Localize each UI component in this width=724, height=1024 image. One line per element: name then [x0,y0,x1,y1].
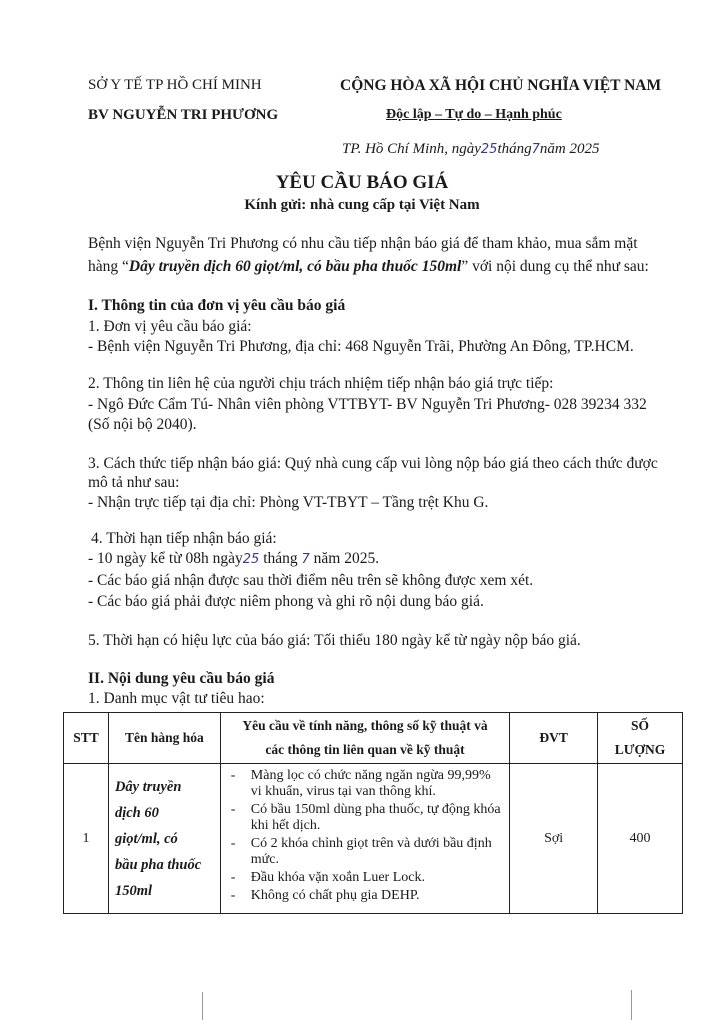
col-unit-header: ĐVT [510,713,598,764]
requirement-item: - Có bầu 150ml dùng pha thuốc, tự động khóa khi hết dịch. [229,802,501,834]
s1-p1-title: 1. Đơn vị yêu cầu báo giá: [88,318,252,335]
items-table [63,712,683,914]
table-header-row [64,713,683,764]
s1-p1-line: - Bệnh viện Nguyễn Tri Phương, địa chỉ: 468 Nguyễn Trãi, Phường An Đông, TP.HCM. [88,338,634,355]
date-prefix: TP. Hồ Chí Minh, ngày [342,141,481,157]
col-qty-header [598,713,683,764]
req-header-line-1: Yêu cầu về tính năng, thông số kỹ thuật và [242,718,488,733]
s1-p5: 5. Thời hạn có hiệu lực của báo giá: Tối thiểu 180 ngày kể từ ngày nộp báo giá. [88,632,581,649]
section-2-heading: II. Nội dung yêu cầu báo giá [88,670,275,687]
scan-mark [202,992,203,1020]
item-name-line: dịch 60 [114,804,159,821]
s1-p3-title-2: mô tả như sau: [88,474,180,491]
item-name-line: Dây truyền [114,778,182,795]
s1-p4-line-1 [88,550,379,568]
row-qty: 400 [598,764,683,914]
intro-line-2 [88,258,649,276]
intro-item-name: Dây truyền dịch 60 giọt/ml, có bầu pha thuốc 150ml [128,258,462,275]
p4-line1-b: tháng [263,550,298,567]
s1-p3-line: - Nhận trực tiếp tại địa chỉ: Phòng VT-TBYT – Tầng trệt Khu G. [88,494,489,511]
item-name-line: 150ml [114,882,153,899]
scan-mark [631,990,632,1020]
qty-header-line-1: SỐ [631,718,650,733]
row-unit: Sợi [510,764,598,914]
document-date [342,141,600,158]
p4-line1-a: - 10 ngày kể từ 08h ngày [88,550,243,567]
item-name-line: giọt/ml, có [114,830,178,847]
col-requirements-header [220,713,509,764]
requirements-list [229,768,501,904]
row-requirements [220,764,509,914]
s2-sub: 1. Danh mục vật tư tiêu hao: [88,690,265,707]
date-day-handwritten: 25 [480,142,498,157]
qty-header-line-2: LƯỢNG [614,742,666,757]
intro-prefix: hàng “ [88,258,129,275]
org-name: BV NGUYỄN TRI PHƯƠNG [88,107,279,123]
s1-p2-title: 2. Thông tin liên hệ của người chịu trách nhiệm tiếp nhận báo giá trực tiếp: [88,375,554,392]
row-item-name [108,764,220,914]
org-parent: SỞ Y TẾ TP HỒ CHÍ MINH [88,77,262,93]
row-stt: 1 [64,764,109,914]
s1-p2-line-2: (Số nội bộ 2040). [88,416,197,433]
table-row [64,764,683,914]
date-month-label: tháng [497,141,532,157]
s1-p3-title: 3. Cách thức tiếp nhận báo giá: Quý nhà cung cấp vui lòng nộp báo giá theo cách thức được [88,455,658,472]
intro-suffix: ” với nội dung cụ thể như sau: [461,258,649,275]
s1-p2-line-1: - Ngô Đức Cẩm Tú- Nhân viên phòng VTTBYT- BV Nguyễn Tri Phương- 028 39234 332 [88,396,647,413]
col-stt-header: STT [64,713,109,764]
p4-day-handwritten: 25 [242,552,260,567]
requirement-item: - Có 2 khóa chỉnh giọt trên và dưới bầu định mức. [229,836,501,868]
s1-p4-line-3: - Các báo giá phải được niêm phong và ghi rõ nội dung báo giá. [88,593,484,610]
req-header-line-2: các thông tin liên quan về kỹ thuật [265,742,465,757]
s1-p4-title: 4. Thời hạn tiếp nhận báo giá: [91,530,277,547]
recipient-line: Kính gửi: nhà cung cấp tại Việt Nam [244,197,480,213]
p4-month-handwritten: 7 [301,552,310,567]
requirement-item: - Màng lọc có chức năng ngăn ngừa 99,99% vi khuẩn, virus tại van thông khí. [229,768,501,800]
requirement-item: - Đầu khóa vặn xoắn Luer Lock. [229,870,501,886]
col-name-header: Tên hàng hóa [108,713,220,764]
document-title: YÊU CẦU BÁO GIÁ [275,172,449,193]
item-name-line: bầu pha thuốc [114,856,202,873]
intro-line-1: Bệnh viện Nguyễn Tri Phương có nhu cầu tiếp nhận báo giá để tham khảo, mua sắm mặt [88,235,638,252]
s1-p4-line-2: - Các báo giá nhận được sau thời điểm nêu trên sẽ không được xem xét. [88,572,534,589]
national-motto: Độc lập – Tự do – Hạnh phúc [386,107,562,122]
date-year: năm 2025 [539,141,600,157]
requirement-item: - Không có chất phụ gia DEHP. [229,888,501,904]
date-month-handwritten: 7 [531,142,540,157]
p4-line1-c: năm 2025. [313,550,380,567]
national-title: CỘNG HÒA XÃ HỘI CHỦ NGHĨA VIỆT NAM [340,77,662,94]
section-1-heading: I. Thông tin của đơn vị yêu cầu báo giá [88,297,346,314]
